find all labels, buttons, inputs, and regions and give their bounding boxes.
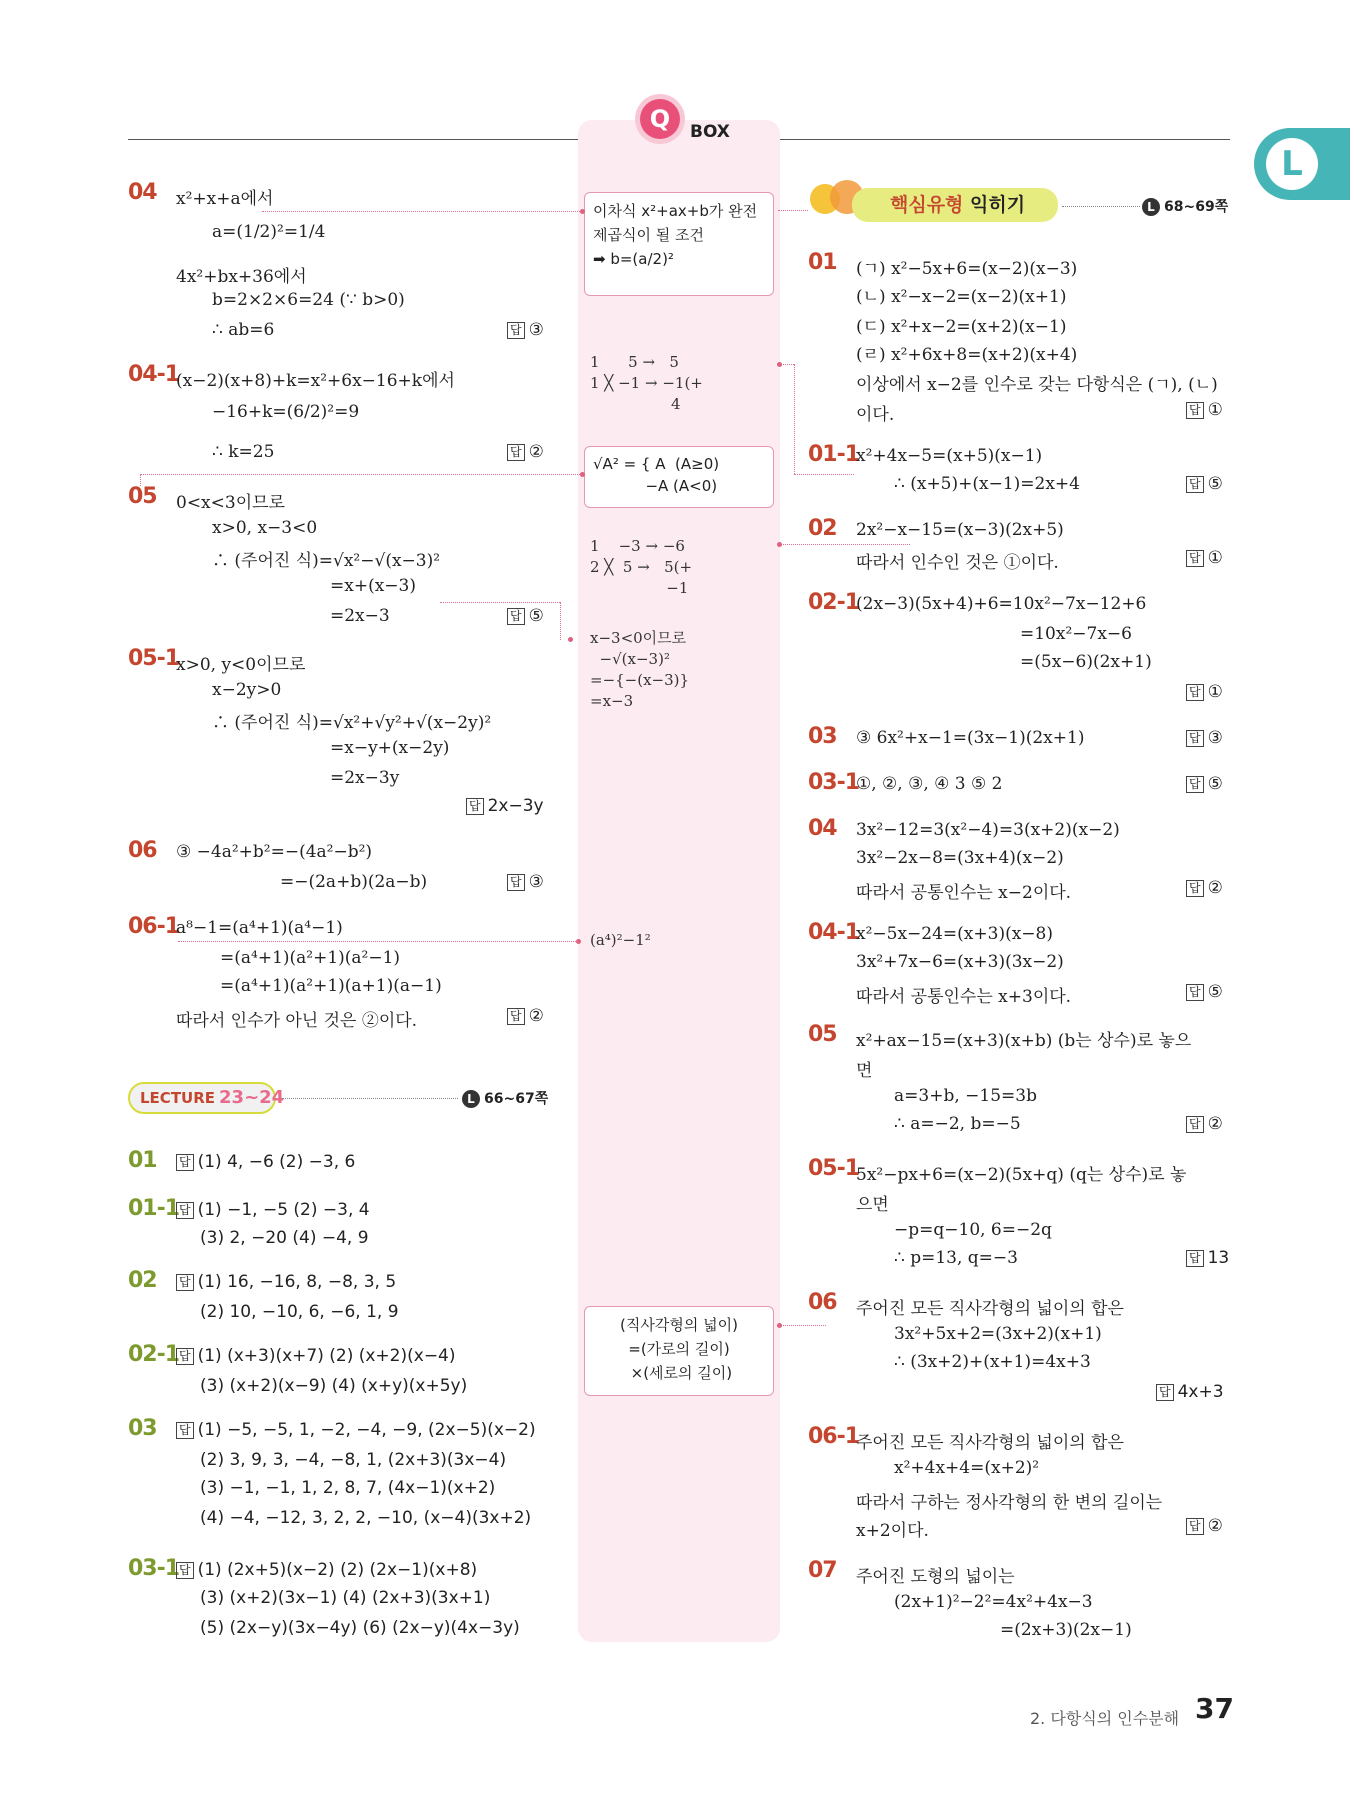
lecture-l-icon: L: [462, 1090, 480, 1108]
solution-line: 주어진 도형의 넓이는: [856, 1567, 1015, 1587]
solution-line: a=(1/2)²=1/4: [212, 222, 326, 242]
connector: [780, 364, 794, 365]
top-rule-left: [128, 139, 578, 140]
solution-line: −p=q−10, 6=−2q: [894, 1220, 1052, 1240]
answer-line: 답 (1) 16, −16, 8, −8, 3, 5: [176, 1272, 396, 1292]
solution-line: 따라서 인수인 것은 ①이다.: [856, 553, 1059, 573]
solution-line: 주어진 모든 직사각형의 넓이의 합은: [856, 1299, 1124, 1319]
solution-line: =(a⁴+1)(a²+1)(a²−1): [220, 948, 401, 968]
chapter-tab: [1254, 128, 1350, 200]
solution-line: (ㄱ) x²−5x+6=(x−2)(x−3): [856, 259, 1078, 279]
connector-dot: [568, 637, 573, 642]
solution-line: 3x²+7x−6=(x+3)(3x−2): [856, 952, 1064, 972]
solution-line: 이상에서 x−2를 인수로 갖는 다항식은 (ㄱ), (ㄴ): [856, 375, 1218, 395]
connector: [560, 602, 561, 640]
lecture-l-icon: L: [1266, 138, 1318, 190]
lecture-badge: LECTURE 23~24: [128, 1082, 276, 1114]
solution-line: ∴ (x+5)+(x−1)=2x+4: [894, 474, 1080, 494]
answer-badge: 답: [507, 322, 525, 339]
qbox-perfect-square: 이차식 x²+ax+b가 완전 제곱식이 될 조건 ➡ b=(a/2)²: [584, 192, 774, 296]
solution-line: 3x²+5x+2=(3x+2)(x+1): [894, 1324, 1102, 1344]
answer: 답 ③: [507, 872, 544, 892]
answer: 답 2x−3y: [466, 796, 544, 816]
answer-line: 답 (1) 4, −6 (2) −3, 6: [176, 1152, 355, 1172]
answer: 답 ②: [1186, 1114, 1223, 1134]
problem-number: 05-1: [808, 1156, 860, 1181]
problem-number: 05: [808, 1022, 837, 1047]
answer: 답 ①: [1186, 548, 1223, 568]
solution-line: 주어진 모든 직사각형의 넓이의 합은: [856, 1433, 1124, 1453]
problem-number: 01: [128, 1148, 157, 1173]
connector: [780, 1325, 826, 1326]
problem-number: 03: [808, 724, 837, 749]
problem-number: 06: [808, 1290, 837, 1315]
solution-line: ③ 6x²+x−1=(3x−1)(2x+1): [856, 728, 1085, 748]
solution-line: 으면: [856, 1195, 889, 1215]
solution-line: 3x²−2x−8=(3x+4)(x−2): [856, 848, 1064, 868]
problem-number: 05: [128, 484, 157, 509]
solution-line: =x+(x−3): [330, 576, 416, 596]
connector: [778, 210, 808, 211]
answer: 답 ⑤: [1186, 982, 1223, 1002]
answer: 답 ②: [507, 1006, 544, 1026]
problem-number: 02: [128, 1268, 157, 1293]
solution-line: b=2×2×6=24 (∵ b>0): [212, 290, 405, 310]
page-number: 37: [1195, 1692, 1234, 1725]
solution-line: =(5x−6)(2x+1): [1020, 652, 1152, 672]
solution-line: =2x−3: [330, 606, 390, 626]
problem-number: 06-1: [128, 914, 180, 939]
problem-number: 03: [128, 1416, 157, 1441]
leader-line: [282, 1098, 458, 1099]
answer-line: (3) −1, −1, 1, 2, 8, 7, (4x−1)(x+2): [200, 1478, 496, 1498]
solution-line: =−(2a+b)(2a−b): [280, 872, 428, 892]
connector: [262, 211, 584, 212]
problem-number: 01-1: [128, 1196, 180, 1221]
problem-number: 06: [128, 838, 157, 863]
solution-line: x>0, y<0이므로: [176, 655, 306, 675]
solution-line: 4x²+bx+36에서: [176, 267, 307, 287]
answer-line: (2) 10, −10, 6, −6, 1, 9: [200, 1302, 399, 1322]
answer-line: (2) 3, 9, 3, −4, −8, 1, (2x+3)(3x−4): [200, 1450, 507, 1470]
section-header: 핵심유형 익히기: [852, 188, 1058, 222]
page-reference: L 66~67쪽: [462, 1088, 548, 1108]
solution-line: ∴ k=25: [212, 442, 275, 462]
qbox-label: BOX: [690, 122, 730, 142]
connector-dot: [777, 542, 782, 547]
problem-number: 03-1: [808, 770, 860, 795]
solution-line: =(a⁴+1)(a²+1)(a+1)(a−1): [220, 976, 442, 996]
answer-line: (3) (x+2)(3x−1) (4) (2x+3)(3x+1): [200, 1588, 491, 1608]
answer-line: (4) −4, −12, 3, 2, 2, −10, (x−4)(3x+2): [200, 1508, 532, 1528]
solution-line: ①, ②, ③, ④ 3 ⑤ 2: [856, 774, 1003, 794]
solution-line: 따라서 공통인수는 x−2이다.: [856, 883, 1072, 903]
leader-line: [1062, 206, 1140, 207]
qbox-column: [578, 120, 780, 1642]
answer: 답 ①: [1186, 682, 1223, 702]
problem-number: 05-1: [128, 646, 180, 671]
answer-line: (3) (x+2)(x−9) (4) (x+y)(x+5y): [200, 1376, 468, 1396]
solution-line: ∴ (3x+2)+(x+1)=4x+3: [894, 1352, 1091, 1372]
connector-dot: [580, 472, 585, 477]
solution-line: x²−5x−24=(x+3)(x−8): [856, 924, 1053, 944]
answer: 답 ⑤: [1186, 774, 1223, 794]
solution-line: ∴ (주어진 식)=√x²−√(x−3)²: [212, 551, 441, 571]
solution-line: 0<x<3이므로: [176, 493, 285, 513]
problem-number: 04-1: [808, 920, 860, 945]
solution-line: a=3+b, −15=3b: [894, 1086, 1037, 1106]
problem-number: 01: [808, 250, 837, 275]
answer: 답 ①: [1186, 400, 1223, 420]
solution-line: x²+4x+4=(x+2)²: [894, 1458, 1040, 1478]
answer: 답 4x+3: [1156, 1382, 1224, 1402]
problem-number: 04: [128, 180, 157, 205]
solution-line: 3x²−12=3(x²−4)=3(x+2)(x−2): [856, 820, 1120, 840]
solution-line: (ㄹ) x²+6x+8=(x+2)(x+4): [856, 345, 1078, 365]
solution-line: x>0, x−3<0: [212, 518, 318, 538]
top-rule-right: [780, 139, 1230, 140]
solution-line: ③ −4a²+b²=−(4a²−b²): [176, 842, 373, 862]
problem-number: 04-1: [128, 362, 180, 387]
solution-line: 따라서 공통인수는 x+3이다.: [856, 987, 1072, 1007]
solution-line: x²+x+a에서: [176, 189, 274, 209]
solution-line: −16+k=(6/2)²=9: [212, 402, 360, 422]
problem-number: 01-1: [808, 442, 860, 467]
answer: 답 13: [1186, 1248, 1229, 1268]
answer: 답 ⑤: [1186, 474, 1223, 494]
answer: 답 ②: [1186, 878, 1223, 898]
answer-line: 답 (1) (2x+5)(x−2) (2) (2x−1)(x+8): [176, 1560, 477, 1580]
page-reference: L 68~69쪽: [1142, 196, 1228, 216]
solution-line: (ㄷ) x²+x−2=(x+2)(x−1): [856, 317, 1067, 337]
solution-line: a⁸−1=(a⁴+1)(a⁴−1): [176, 918, 343, 938]
answer: 답 ②: [507, 442, 544, 462]
qbox-cross-2: 1 −3 → −6 2 ╳ 5 → 5(+ −1: [590, 537, 693, 597]
connector: [178, 941, 578, 942]
solution-line: 5x²−px+6=(x−2)(5x+q) (q는 상수)로 놓: [856, 1165, 1187, 1185]
answer: 답 ⑤: [507, 606, 544, 626]
answer-line: (3) 2, −20 (4) −4, 9: [200, 1228, 369, 1248]
problem-number: 03-1: [128, 1556, 180, 1581]
solution-line: ∴ (주어진 식)=√x²+√y²+√(x−2y)²: [212, 713, 492, 733]
solution-line: x+2이다.: [856, 1521, 929, 1541]
solution-line: x²+ax−15=(x+3)(x+b) (b는 상수)로 놓으: [856, 1031, 1192, 1051]
qbox-rectangle-area: (직사각형의 넓이) =(가로의 길이) ×(세로의 길이): [584, 1306, 774, 1396]
problem-number: 04: [808, 816, 837, 841]
chapter-footer: 2. 다항식의 인수분해: [1030, 1709, 1180, 1728]
solution-line: =(2x+3)(2x−1): [1000, 1620, 1132, 1640]
solution-line: 따라서 구하는 정사각형의 한 변의 길이는: [856, 1493, 1163, 1513]
connector-dot: [580, 209, 585, 214]
solution-line: =2x−3y: [330, 768, 400, 788]
solution-line: 이다.: [856, 405, 895, 425]
solution-line: =10x²−7x−6: [1020, 624, 1132, 644]
connector: [780, 544, 910, 545]
connector: [794, 364, 795, 474]
answer-line: 답 (1) (x+3)(x+7) (2) (x+2)(x−4): [176, 1346, 456, 1366]
solution-line: (2x−3)(5x+4)+6=10x²−7x−12+6: [856, 594, 1147, 614]
qbox-note-power: (a⁴)²−1²: [590, 931, 651, 949]
problem-number: 06-1: [808, 1424, 860, 1449]
answer: 답 ③: [1186, 728, 1223, 748]
connector: [794, 474, 854, 475]
qbox-note-sqrt: x−3<0이므로 −√(x−3)² =−{−(x−3)} =x−3: [590, 629, 690, 710]
problem-number: 07: [808, 1558, 837, 1583]
solution-line: (ㄴ) x²−x−2=(x−2)(x+1): [856, 287, 1067, 307]
answer: 답 ③: [507, 320, 544, 340]
solution-line: x²+4x−5=(x+5)(x−1): [856, 446, 1043, 466]
solution-line: ∴ p=13, q=−3: [894, 1248, 1018, 1268]
solution-line: 따라서 인수가 아닌 것은 ②이다.: [176, 1011, 418, 1031]
connector: [140, 474, 584, 475]
solution-line: =x−y+(x−2y): [330, 738, 450, 758]
section-title: 핵심유형: [890, 194, 964, 216]
lecture-l-icon: L: [1142, 198, 1160, 216]
problem-number: 02: [808, 516, 837, 541]
qbox-cross-1: 1 5 → 5 1 ╳ −1 → −1(+ 4: [590, 353, 703, 413]
answer-line: 답 (1) −5, −5, 1, −2, −4, −9, (2x−5)(x−2): [176, 1420, 536, 1440]
connector: [440, 602, 560, 603]
solution-line: (x−2)(x+8)+k=x²+6x−16+k에서: [176, 371, 455, 391]
solution-line: 면: [856, 1061, 873, 1081]
problem-number: 02-1: [128, 1342, 180, 1367]
qbox-logo-icon: Q: [640, 99, 680, 139]
solution-line: ∴ a=−2, b=−5: [894, 1114, 1021, 1134]
solution-line: x−2y>0: [212, 680, 282, 700]
answer: 답 ②: [1186, 1516, 1223, 1536]
solution-line: (2x+1)²−2²=4x²+4x−3: [894, 1592, 1093, 1612]
connector-dot: [576, 939, 581, 944]
solution-line: ∴ ab=6: [212, 320, 275, 340]
qbox-sqrt-rule: √A² = { A (A≥0) −A (A<0): [584, 446, 774, 508]
answer-line: 답 (1) −1, −5 (2) −3, 4: [176, 1200, 370, 1220]
problem-number: 02-1: [808, 590, 860, 615]
answer-line: (5) (2x−y)(3x−4y) (6) (2x−y)(4x−3y): [200, 1618, 520, 1638]
connector-dot: [777, 1323, 782, 1328]
connector-dot: [777, 362, 782, 367]
solution-line: 2x²−x−15=(x−3)(2x+5): [856, 520, 1064, 540]
